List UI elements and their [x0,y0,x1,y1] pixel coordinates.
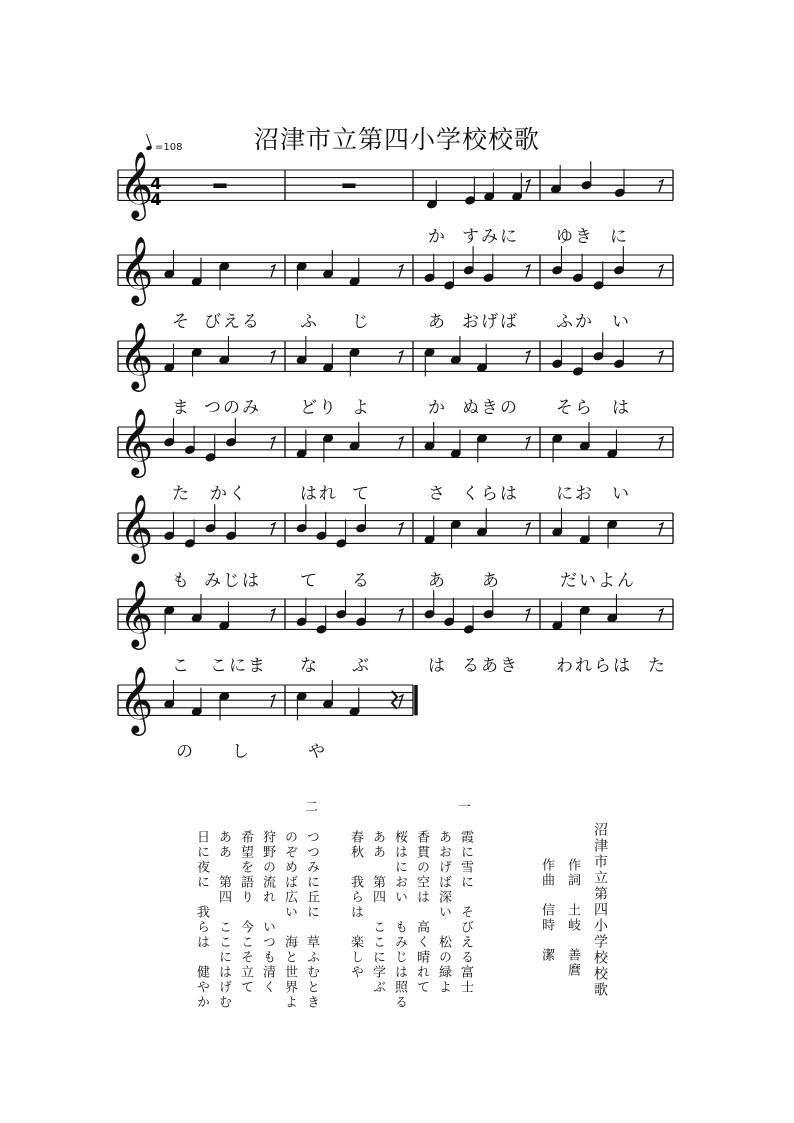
eighth-rest-icon [526,351,530,363]
eighth-rest-icon [526,180,530,192]
song-title: 沼津市立第四小学校校歌 [253,125,540,154]
lyric-syllable: に [610,227,629,247]
verse-line: 春秋 我らは 楽しや [348,830,363,980]
treble-clef-icon: 𝄞 [119,235,154,303]
eighth-rest-icon [271,351,275,363]
lyric-syllable: か [428,227,447,247]
lyric-syllable: な [300,656,319,676]
treble-clef-icon: 𝄞 [119,407,154,475]
lyric-syllable: だいよん [560,571,636,591]
eighth-rest-icon [526,523,530,535]
tempo-value: =108 [155,142,183,153]
verse-line: 狩野の流れ いつも清く [260,830,275,995]
lyric-syllable: すみに [462,227,519,247]
verse-line: 香貫の空は 高く晴れて [414,830,429,995]
lyric-syllable: つのみ [204,398,261,418]
lyric-syllable: びえる [204,312,261,332]
lyric-syllable: ふ [300,312,319,332]
verse-line: 桜はにおい もみじは照る [392,830,407,1010]
verse-line: 日に夜に 我らは 健やか [194,830,209,1010]
lyric-syllable: るあき [462,656,519,676]
lyric-syllable: あ [482,571,501,591]
eighth-rest-icon [271,265,275,277]
lyric-syllable: おげば [462,312,519,332]
eighth-rest-icon [659,523,663,535]
lyric-syllable: ゆき [556,227,594,247]
eighth-rest-icon [526,609,530,621]
lyric-syllable: はれ [300,484,338,504]
verse-number-2: 二 [305,800,319,815]
verse-line: ああ 第四 ここにはげむ [216,830,231,1010]
eighth-rest-icon [399,351,403,363]
lyric-syllable: て [352,484,371,504]
time-signature-bottom: 4 [150,190,162,209]
lyric-syllable: そら [556,398,594,418]
eighth-rest-icon [271,523,275,535]
lyric-syllable: じ [352,312,371,332]
eighth-rest-icon [659,180,663,192]
lyric-syllable: た [648,656,667,676]
lyric-syllable: は [428,656,447,676]
verse-line: 希望を語り 今こそ立て [238,830,253,995]
lyric-syllable: る [352,571,371,591]
treble-clefs [119,150,153,736]
lyric-syllable: よ [352,398,371,418]
eighth-rest-icon [659,437,663,449]
treble-clef-icon: 𝄞 [119,150,154,218]
lyric-syllable: ぬきの [462,398,519,418]
lyric-syllable: も [172,571,191,591]
lyric-syllable: こ [172,656,191,676]
time-signature-top: 4 [150,174,162,193]
eighth-rest-icon [399,523,403,535]
eighth-rest-icon [399,437,403,449]
verse-line: ああ 第四 ここに学ぶ [370,830,385,995]
eighth-rest-icon [659,351,663,363]
lyric-syllable: て [300,571,319,591]
eighth-rest-icon [271,695,275,707]
lyric-syllable: そ [172,312,191,332]
lyric-syllable: は [612,398,631,418]
lyric-syllable: い [612,484,631,504]
verse-line: つつみに丘に 草ふむとき [304,830,319,1010]
lyric-syllable: の [176,742,195,762]
treble-clef-icon: 𝄞 [119,665,154,733]
eighth-rest-icon [399,695,403,707]
treble-clef-icon: 𝄞 [119,579,154,647]
eighth-rest-icon [399,609,403,621]
lyric-syllable: にお [556,484,594,504]
lyric-syllable: し [232,742,251,762]
eighth-rest-icon [526,437,530,449]
eighth-rest-icon [659,609,663,621]
lyric-syllable: た [172,484,191,504]
lyric-syllable: さ [428,484,447,504]
treble-clef-icon: 𝄞 [119,321,154,389]
text-block-title: 沼津市立第四小学校校歌 [592,822,608,998]
treble-clef-icon: 𝄞 [119,493,154,561]
lyric-syllable: あ [428,571,447,591]
eighth-rest-icon [526,265,530,277]
lyric-syllable: ぶ [352,656,371,676]
lyric-syllable: い [612,312,631,332]
lyric-syllable: こにま [210,656,267,676]
lyric-syllable: みじは [204,571,261,591]
eighth-rest-icon [399,265,403,277]
lyric-syllable: ま [172,398,191,418]
eighth-rest-icon [271,609,275,621]
composer-credit: 作曲 信時 潔 [539,858,554,963]
lyric-syllable: かく [210,484,248,504]
lyric-syllable: ふか [556,312,594,332]
whole-rest-icon [343,184,355,188]
lyric-syllable: あ [428,312,447,332]
lyric-syllable: われらは [556,656,632,676]
verse-number-1: 一 [458,800,472,815]
lyric-syllable: くらは [462,484,519,504]
verse-line: 霞に雪に そびえる富士 [458,830,473,995]
lyricist-credit: 作詞 土岐 善麿 [565,858,580,978]
eighth-rest-icon [659,265,663,277]
lyric-syllable: や [308,742,327,762]
lyric-syllable: か [428,398,447,418]
staff-lines [118,170,673,715]
whole-rest-icon [214,184,226,188]
verse-line: あおげば深い 松の緑よ [436,830,451,995]
lyric-syllable: どり [300,398,338,418]
verse-line: のぞめば広い 海と世界よ [282,830,297,1010]
eighth-rest-icon [271,437,275,449]
